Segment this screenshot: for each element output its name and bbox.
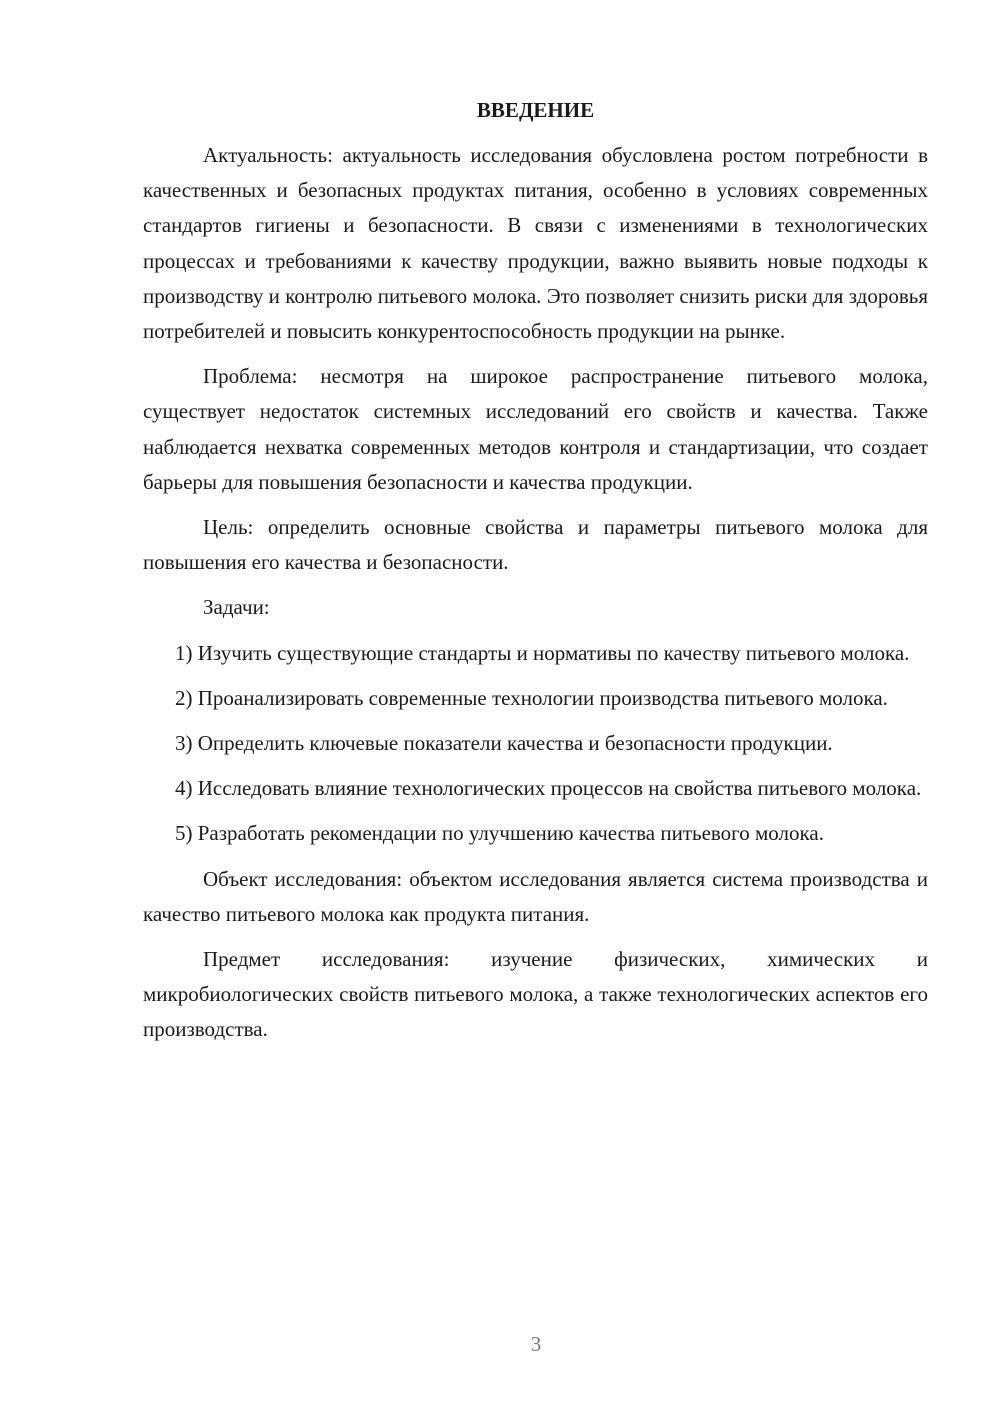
task-item: 2) Проанализировать современные технологии производства питьевого молока.	[175, 685, 888, 710]
task-item: 3) Определить ключевые показатели качества и безопасности продукции.	[175, 731, 833, 756]
page-number: 3	[530, 1332, 542, 1356]
document-page	[143, 92, 928, 1058]
problem-paragraph: Проблема: несмотря на широкое распространение питьевого молока, существует недостаток системных исследований его свойств и качества. Также наблюдается нехватка современных методов контроля и стандартизации, что создает барьеры для повышения безопасности и качества продукции.	[143, 364, 928, 494]
relevance-paragraph: Актуальность: актуальность исследования обусловлена ростом потребности в качественных и безопасных продуктах питания, особенно в условиях современных стандартов гигиены и безопасности. В связи с изменениями в технологических процессах и требованиями к качеству продукции, важно выявить новые подходы к производству и контролю питьевого молока. Это позволяет снизить риски для здоровья потребителей и повысить конкурентоспособность продукции на рынке.	[143, 143, 928, 344]
subject-paragraph: Предмет исследования: изучение физических, химических и микробиологических свойств питьевого молока, а также технологических аспектов его производства.	[143, 947, 928, 1042]
task-item: 4) Исследовать влияние технологических процессов на свойства питьевого молока.	[175, 776, 922, 801]
task-item: 1) Изучить существующие стандарты и нормативы по качеству питьевого молока.	[175, 640, 910, 665]
goal-paragraph: Цель: определить основные свойства и параметры питьевого молока для повышения его качества и безопасности.	[143, 515, 928, 575]
object-paragraph: Объект исследования: объектом исследования является система производства и качество питьевого молока как продукта питания.	[143, 866, 928, 926]
task-item: 5) Разработать рекомендации по улучшению качества питьевого молока.	[175, 821, 824, 846]
tasks-label: Задачи:	[203, 595, 270, 620]
section-heading: ВВЕДЕНИЕ	[476, 98, 595, 122]
